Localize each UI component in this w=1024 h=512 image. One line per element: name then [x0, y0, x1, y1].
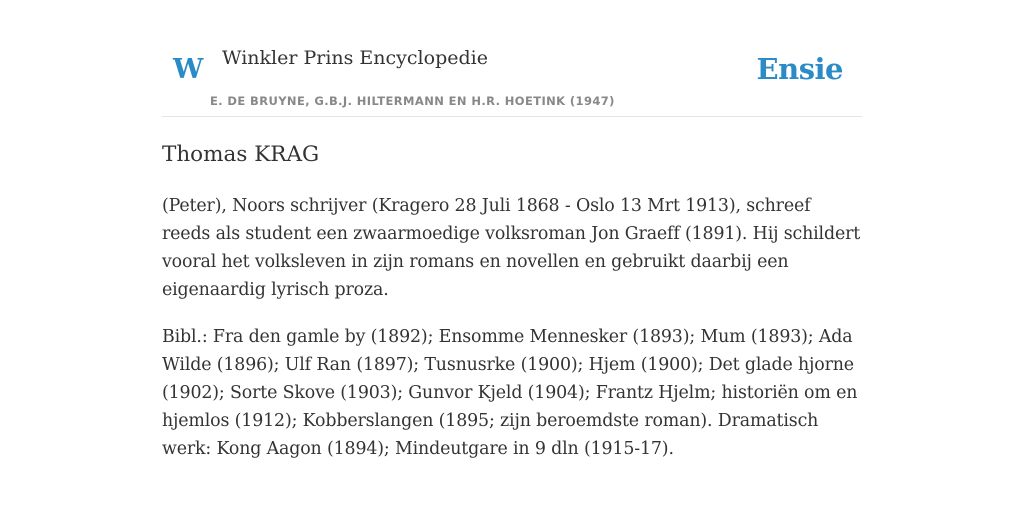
publication-header — [162, 0, 862, 117]
publication-authors: E. DE BRUYNE, G.B.J. HILTERMANN EN H.R. HOETINK (1947) — [210, 94, 615, 108]
publication-logo-icon[interactable]: W — [173, 54, 203, 85]
ensie-brand-link[interactable]: Ensie — [756, 52, 843, 86]
publication-title[interactable]: Winkler Prins Encyclopedie — [222, 47, 488, 69]
entry-paragraph-description: (Peter), Noors schrijver (Kragero 28 Juli 1868 - Oslo 13 Mrt 1913), schreef reeds als student een zwaarmoedige volksroman Jon Graeff (1891). Hij schildert vooral het volksleven in zijn romans en novellen en gebruikt daarbij een eigenaardig lyrisch proza. — [162, 196, 861, 300]
entry-body — [162, 192, 862, 482]
entry-paragraph-bibliography: Bibl.: Fra den gamle by (1892); Ensomme Mennesker (1893); Mum (1893); Ada Wilde (1896); Ulf Ran (1897); Tusnusrke (1900); Hjem (1900); Det glade hjorne (1902); Sorte Skove (1903); Gunvor Kjeld (1904); Frantz Hjelm; historiën om en hjemlos (1912); Kobberslangen (1895; zijn beroemdste roman). Dramatisch werk: Kong Aagon (1894); Mindeutgare in 9 dln (1915-17). — [162, 327, 858, 459]
entry-title: Thomas KRAG — [162, 142, 320, 167]
document-page — [162, 0, 862, 512]
